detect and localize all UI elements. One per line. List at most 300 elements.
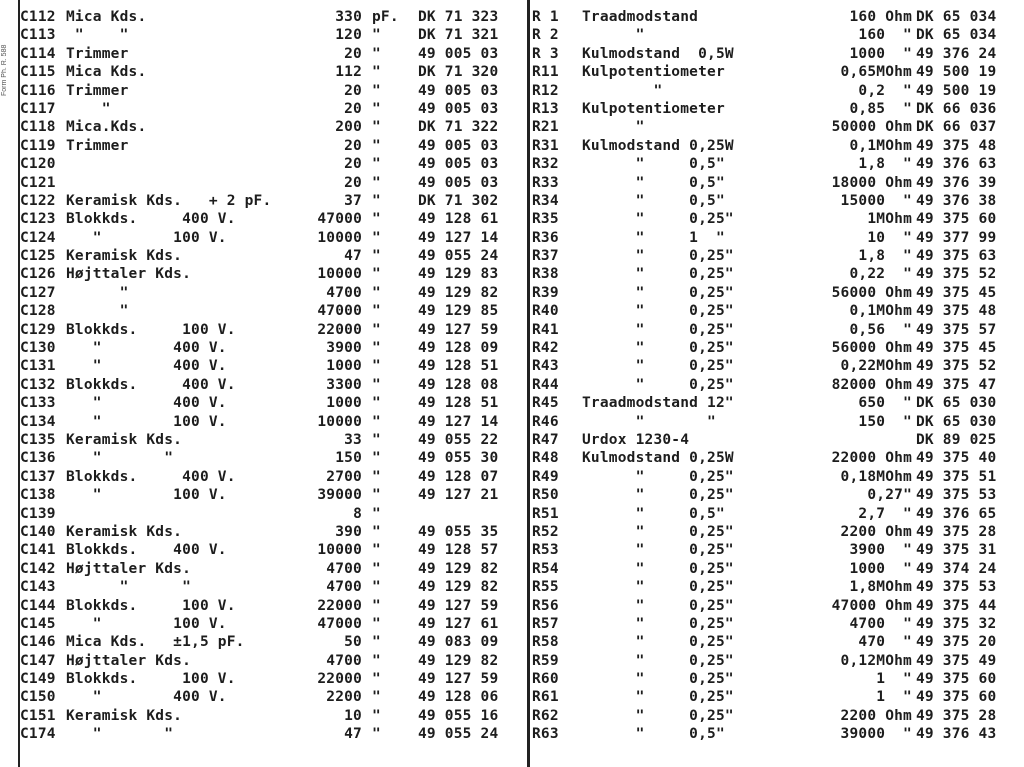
component-ref: C122	[20, 192, 56, 209]
part-code: 49 376 43	[916, 726, 997, 743]
part-code: DK 66 037	[916, 119, 997, 136]
component-unit: "	[372, 358, 381, 375]
component-description: " 0,25"	[582, 634, 734, 651]
capacitor-row	[20, 431, 526, 449]
component-value: 2200	[326, 689, 362, 706]
part-code: 49 055 30	[418, 450, 499, 467]
component-value: 10000	[317, 413, 362, 430]
component-ref: R57	[532, 615, 559, 632]
component-unit: "	[372, 468, 381, 485]
component-unit: "	[372, 671, 381, 688]
part-code: 49 083 09	[418, 634, 499, 651]
component-ref: R40	[532, 303, 559, 320]
capacitor-row	[20, 339, 526, 357]
capacitor-row	[20, 560, 526, 578]
part-code: 49 127 21	[418, 487, 499, 504]
component-ref: R45	[532, 395, 559, 412]
component-ref: C131	[20, 358, 56, 375]
part-code: 49 128 57	[418, 542, 499, 559]
component-value: 10000	[317, 229, 362, 246]
part-code: 49 129 82	[418, 579, 499, 596]
component-value: 1MOhm	[867, 211, 912, 228]
capacitor-row	[20, 670, 526, 688]
resistor-row	[532, 707, 1022, 725]
component-unit: "	[372, 689, 381, 706]
resistor-row	[532, 63, 1022, 81]
component-ref: C113	[20, 27, 56, 44]
component-description: Trimmer	[66, 137, 129, 154]
part-code: 49 375 51	[916, 468, 997, 485]
component-description: Kulmodstand 0,5W	[582, 45, 734, 62]
part-code: DK 71 320	[418, 64, 499, 81]
component-ref: C132	[20, 376, 56, 393]
component-value: 150 "	[858, 413, 912, 430]
component-description: " 0,25"	[582, 707, 734, 724]
component-description: Blokkds. 400 V.	[66, 211, 236, 228]
component-description: Kulpotentiometer	[582, 64, 725, 81]
resistor-row	[532, 174, 1022, 192]
component-unit: "	[372, 211, 381, 228]
component-value: 1,8 "	[858, 248, 912, 265]
component-value: 2700	[326, 468, 362, 485]
component-description: " "	[66, 450, 174, 467]
component-ref: C129	[20, 321, 56, 338]
component-unit: "	[372, 284, 381, 301]
component-value: 20	[344, 100, 362, 117]
component-ref: R44	[532, 376, 559, 393]
component-ref: C128	[20, 303, 56, 320]
resistor-row	[532, 26, 1022, 44]
component-unit: "	[372, 431, 381, 448]
component-description: " 400 V.	[66, 358, 227, 375]
resistor-row	[532, 8, 1022, 26]
component-unit: "	[372, 27, 381, 44]
capacitor-row	[20, 284, 526, 302]
resistor-row	[532, 192, 1022, 210]
part-code: 49 005 03	[418, 174, 499, 191]
component-ref: C145	[20, 615, 56, 632]
capacitor-row	[20, 155, 526, 173]
component-ref: C127	[20, 284, 56, 301]
capacitor-row	[20, 615, 526, 633]
component-ref: C117	[20, 100, 56, 117]
component-value: 20	[344, 82, 362, 99]
component-ref: R35	[532, 211, 559, 228]
component-value: 4700 "	[849, 615, 912, 632]
component-ref: R56	[532, 597, 559, 614]
component-unit: "	[372, 340, 381, 357]
component-value: 0,85 "	[849, 100, 912, 117]
part-code: 49 375 45	[916, 284, 997, 301]
component-value: 33	[344, 431, 362, 448]
resistor-row	[532, 652, 1022, 670]
component-description: " 0,25"	[582, 487, 734, 504]
component-value: 47	[344, 248, 362, 265]
part-code: 49 375 52	[916, 358, 997, 375]
component-unit: "	[372, 597, 381, 614]
component-description: " "	[66, 27, 129, 44]
part-code: DK 65 034	[916, 9, 997, 25]
component-description: " 0,25"	[582, 321, 734, 338]
component-ref: R 2	[532, 27, 559, 44]
part-code: DK 71 323	[418, 9, 499, 25]
component-ref: R 3	[532, 45, 559, 62]
part-code: 49 005 03	[418, 45, 499, 62]
component-unit: "	[372, 523, 381, 540]
resistor-row	[532, 376, 1022, 394]
component-ref: C134	[20, 413, 56, 430]
component-value: 22000	[317, 321, 362, 338]
part-code: 49 500 19	[916, 64, 997, 81]
part-code: 49 375 48	[916, 303, 997, 320]
component-unit: "	[372, 395, 381, 412]
component-unit: "	[372, 156, 381, 173]
resistor-row	[532, 45, 1022, 63]
component-unit: "	[372, 487, 381, 504]
component-description: " 0,25"	[582, 358, 734, 375]
capacitor-row	[20, 26, 526, 44]
resistor-row	[532, 468, 1022, 486]
component-ref: C135	[20, 431, 56, 448]
component-description: " "	[582, 413, 716, 430]
part-code: DK 65 030	[916, 395, 997, 412]
component-ref: C136	[20, 450, 56, 467]
component-ref: R12	[532, 82, 559, 99]
component-unit: pF.	[372, 9, 399, 25]
part-code: 49 375 31	[916, 542, 997, 559]
component-value: 1000 "	[849, 45, 912, 62]
component-description: " 0,25"	[582, 652, 734, 669]
component-ref: R48	[532, 450, 559, 467]
component-ref: R37	[532, 248, 559, 265]
capacitor-row	[20, 468, 526, 486]
part-code: 49 055 24	[418, 248, 499, 265]
column-divider	[527, 0, 530, 767]
component-description: " 0,5"	[582, 505, 725, 522]
component-value: 10000	[317, 542, 362, 559]
part-code: 49 129 82	[418, 560, 499, 577]
component-value: 3900 "	[849, 542, 912, 559]
component-value: 0,12MOhm	[840, 652, 912, 669]
capacitor-row	[20, 357, 526, 375]
resistor-row	[532, 725, 1022, 743]
component-ref: R53	[532, 542, 559, 559]
part-code: 49 127 59	[418, 321, 499, 338]
resistor-row	[532, 210, 1022, 228]
component-description: " 0,25"	[582, 376, 734, 393]
component-value: 0,65MOhm	[840, 64, 912, 81]
component-ref: C115	[20, 64, 56, 81]
component-description: Traadmodstand	[582, 9, 699, 25]
component-unit: "	[372, 634, 381, 651]
component-ref: R13	[532, 100, 559, 117]
component-ref: R21	[532, 119, 559, 136]
capacitor-row	[20, 505, 526, 523]
component-value: 0,22MOhm	[840, 358, 912, 375]
component-value: 200	[335, 119, 362, 136]
component-ref: R34	[532, 192, 559, 209]
capacitor-row	[20, 321, 526, 339]
part-code: 49 375 40	[916, 450, 997, 467]
resistor-row	[532, 265, 1022, 283]
component-value: 3300	[326, 376, 362, 393]
component-ref: R32	[532, 156, 559, 173]
component-unit: "	[372, 321, 381, 338]
component-ref: R62	[532, 707, 559, 724]
resistor-row	[532, 82, 1022, 100]
component-description: " 400 V.	[66, 395, 227, 412]
component-value: 3900	[326, 340, 362, 357]
component-description: Trimmer	[66, 82, 129, 99]
component-unit: "	[372, 560, 381, 577]
component-unit: "	[372, 119, 381, 136]
resistor-row	[532, 431, 1022, 449]
component-value: 47000	[317, 211, 362, 228]
capacitor-row	[20, 652, 526, 670]
component-value: 1 "	[876, 671, 912, 688]
component-unit: "	[372, 174, 381, 191]
component-ref: C151	[20, 707, 56, 724]
part-code: 49 055 35	[418, 523, 499, 540]
component-description: "	[582, 82, 663, 99]
component-description: " 0,5"	[582, 156, 725, 173]
component-description: " 0,25"	[582, 671, 734, 688]
resistor-row	[532, 339, 1022, 357]
component-value: 20	[344, 156, 362, 173]
component-description: Keramisk Kds.	[66, 523, 183, 540]
capacitor-row	[20, 82, 526, 100]
component-description: "	[66, 100, 111, 117]
part-code: 49 128 09	[418, 340, 499, 357]
resistor-row	[532, 229, 1022, 247]
component-unit: "	[372, 100, 381, 117]
component-ref: C142	[20, 560, 56, 577]
component-ref: C130	[20, 340, 56, 357]
component-ref: C150	[20, 689, 56, 706]
component-ref: C147	[20, 652, 56, 669]
component-ref: R63	[532, 726, 559, 743]
part-code: 49 375 60	[916, 689, 997, 706]
part-code: 49 129 82	[418, 652, 499, 669]
component-value: 47	[344, 726, 362, 743]
component-description: " 100 V.	[66, 229, 227, 246]
component-unit: "	[372, 450, 381, 467]
component-description: " 0,25"	[582, 542, 734, 559]
resistor-list	[532, 8, 1022, 744]
component-value: 1,8MOhm	[849, 579, 912, 596]
resistor-row	[532, 247, 1022, 265]
component-description: Blokkds. 400 V.	[66, 376, 236, 393]
part-code: 49 377 99	[916, 229, 997, 246]
component-value: 47000 Ohm	[831, 597, 912, 614]
component-ref: R33	[532, 174, 559, 191]
component-value: 82000 Ohm	[831, 376, 912, 393]
component-description: " 0,25"	[582, 560, 734, 577]
resistor-row	[532, 505, 1022, 523]
component-value: 330	[335, 9, 362, 25]
part-code: DK 89 025	[916, 431, 997, 448]
capacitor-row	[20, 486, 526, 504]
part-code: 49 376 65	[916, 505, 997, 522]
capacitor-row	[20, 578, 526, 596]
component-ref: C140	[20, 523, 56, 540]
component-unit: "	[372, 137, 381, 154]
component-value: 39000	[317, 487, 362, 504]
part-code: 49 128 08	[418, 376, 499, 393]
capacitor-row	[20, 8, 526, 26]
part-code: 49 375 53	[916, 487, 997, 504]
part-code: 49 005 03	[418, 100, 499, 117]
component-value: 22000 Ohm	[831, 450, 912, 467]
component-unit: "	[372, 726, 381, 743]
capacitor-row	[20, 394, 526, 412]
component-ref: R58	[532, 634, 559, 651]
component-ref: C144	[20, 597, 56, 614]
capacitor-list	[20, 8, 526, 744]
part-code: DK 71 302	[418, 192, 499, 209]
part-code: 49 376 24	[916, 45, 997, 62]
component-value: 22000	[317, 671, 362, 688]
component-description: Kulpotentiometer	[582, 100, 725, 117]
capacitor-row	[20, 118, 526, 136]
part-code: 49 375 60	[916, 671, 997, 688]
component-ref: C121	[20, 174, 56, 191]
component-description: " 0,25"	[582, 579, 734, 596]
component-description: Mica Kds. ±1,5 pF.	[66, 634, 245, 651]
capacitor-row	[20, 597, 526, 615]
component-unit: "	[372, 45, 381, 62]
component-value: 47000	[317, 615, 362, 632]
component-value: 1000	[326, 395, 362, 412]
component-description: Traadmodstand 12"	[582, 395, 734, 412]
part-code: 49 129 85	[418, 303, 499, 320]
capacitor-row	[20, 376, 526, 394]
component-value: 50000 Ohm	[831, 119, 912, 136]
component-value: 50	[344, 634, 362, 651]
capacitor-row	[20, 523, 526, 541]
component-description: Keramisk Kds. + 2 pF.	[66, 192, 272, 209]
component-ref: C116	[20, 82, 56, 99]
part-code: 49 375 63	[916, 248, 997, 265]
resistor-row	[532, 615, 1022, 633]
component-description: Blokkds. 400 V.	[66, 468, 236, 485]
component-value: 112	[335, 64, 362, 81]
part-code: 49 055 22	[418, 431, 499, 448]
component-ref: R46	[532, 413, 559, 430]
component-ref: C133	[20, 395, 56, 412]
component-description: Mica.Kds.	[66, 119, 147, 136]
part-code: 49 375 28	[916, 523, 997, 540]
component-description: Keramisk Kds.	[66, 707, 183, 724]
resistor-row	[532, 688, 1022, 706]
part-code: 49 375 60	[916, 211, 997, 228]
capacitor-row	[20, 63, 526, 81]
component-value: 56000 Ohm	[831, 284, 912, 301]
part-code: 49 376 63	[916, 156, 997, 173]
part-code: 49 129 82	[418, 284, 499, 301]
component-ref: C119	[20, 137, 56, 154]
component-description: " 400 V.	[66, 340, 227, 357]
component-ref: C125	[20, 248, 56, 265]
part-code: 49 005 03	[418, 137, 499, 154]
capacitor-row	[20, 688, 526, 706]
resistor-row	[532, 541, 1022, 559]
component-value: 20	[344, 137, 362, 154]
component-ref: R51	[532, 505, 559, 522]
component-description: Højttaler Kds.	[66, 560, 192, 577]
component-value: 10 "	[867, 229, 912, 246]
component-unit: "	[372, 579, 381, 596]
part-code: DK 66 036	[916, 100, 997, 117]
component-description: " 400 V.	[66, 689, 227, 706]
part-code: 49 376 39	[916, 174, 997, 191]
component-description: "	[582, 27, 645, 44]
component-ref: R60	[532, 671, 559, 688]
part-code: 49 375 48	[916, 137, 997, 154]
component-ref: C143	[20, 579, 56, 596]
component-description: " 0,25"	[582, 597, 734, 614]
component-description: " 0,25"	[582, 689, 734, 706]
component-description: Blokkds. 100 V.	[66, 321, 236, 338]
part-code: 49 375 47	[916, 376, 997, 393]
part-code: 49 375 32	[916, 615, 997, 632]
component-description: Keramisk Kds.	[66, 431, 183, 448]
component-value: 0,56 "	[849, 321, 912, 338]
part-code: 49 127 59	[418, 671, 499, 688]
component-description: " 100 V.	[66, 615, 227, 632]
capacitor-row	[20, 302, 526, 320]
capacitor-row	[20, 192, 526, 210]
component-ref: C114	[20, 45, 56, 62]
component-value: 56000 Ohm	[831, 340, 912, 357]
component-description: Urdox 1230-4	[582, 431, 690, 448]
component-value: 1 "	[876, 689, 912, 706]
component-description: " "	[66, 726, 174, 743]
component-value: 2200 Ohm	[840, 523, 912, 540]
part-code: 49 376 38	[916, 192, 997, 209]
component-value: 4700	[326, 284, 362, 301]
resistor-row	[532, 137, 1022, 155]
capacitor-row	[20, 137, 526, 155]
component-description: " 1 "	[582, 229, 725, 246]
resistor-row	[532, 633, 1022, 651]
component-ref: R61	[532, 689, 559, 706]
component-value: 160 "	[858, 27, 912, 44]
component-description: " 0,25"	[582, 523, 734, 540]
component-value: 1000 "	[849, 560, 912, 577]
component-value: 1000	[326, 358, 362, 375]
part-code: 49 375 45	[916, 340, 997, 357]
form-number-label: Form Ph. R. 588	[1, 44, 8, 96]
component-value: 20	[344, 174, 362, 191]
resistor-row	[532, 449, 1022, 467]
resistor-row	[532, 284, 1022, 302]
part-code: 49 374 24	[916, 560, 997, 577]
component-ref: R50	[532, 487, 559, 504]
component-unit: "	[372, 266, 381, 283]
component-value: 39000 "	[840, 726, 912, 743]
component-ref: C118	[20, 119, 56, 136]
component-ref: C141	[20, 542, 56, 559]
component-ref: C120	[20, 156, 56, 173]
component-value: 2200 Ohm	[840, 707, 912, 724]
component-description: " 0,25"	[582, 211, 734, 228]
part-code: DK 71 322	[418, 119, 499, 136]
component-value: 37	[344, 192, 362, 209]
component-ref: R41	[532, 321, 559, 338]
component-ref: C137	[20, 468, 56, 485]
capacitor-row	[20, 725, 526, 743]
